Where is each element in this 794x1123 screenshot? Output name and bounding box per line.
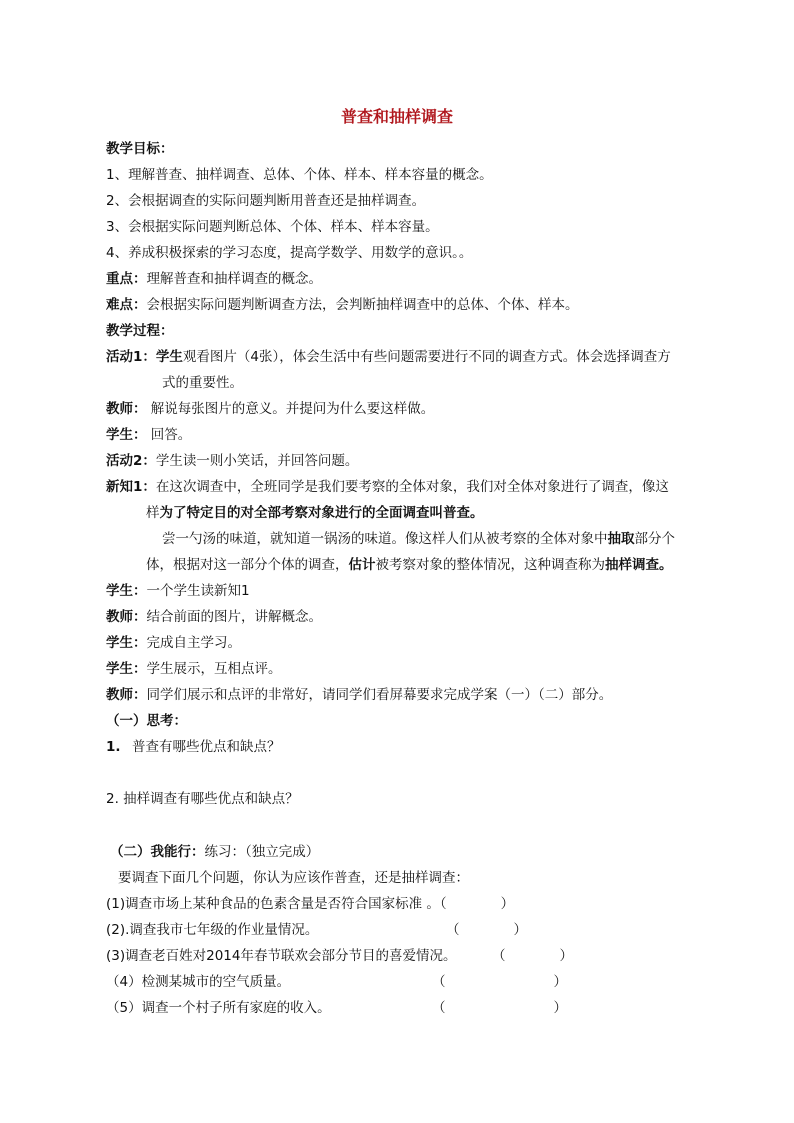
practice-item-4: [106, 973, 567, 991]
answer-blank: （ ）: [492, 948, 573, 964]
activity-2-text: 学生读一则小笑话，并回答问题。: [155, 453, 359, 469]
practice-item-text: （5）调查一个村子所有家庭的收入。: [106, 1000, 331, 1016]
difficulty-label: 难点：: [106, 297, 147, 313]
student-label: 学生：: [106, 427, 147, 443]
student-label: 学生：: [106, 635, 147, 651]
teacher-line-1: [106, 400, 434, 418]
practice-item-text: (2).调查我市七年级的作业量情况。: [106, 922, 319, 938]
practice-heading-rest: 练习：（独立完成）: [204, 844, 320, 860]
practice-item-text: （4）检测某城市的空气质量。: [106, 974, 291, 990]
objective-item-3: 3、会根据实际问题判断总体、个体、样本、样本容量。: [106, 219, 439, 235]
teacher-label: 教师：: [106, 401, 147, 417]
new-knowledge-1: [106, 478, 669, 496]
sampling-text-a: 尝一勺汤的味道，就知道一锅汤的味道。像这样人们从被考察的全体对象中: [162, 531, 608, 547]
practice-item-2: [106, 921, 527, 939]
student-text: 完成自主学习。: [146, 635, 241, 651]
student-text: 回答。: [146, 427, 192, 443]
answer-blank: （ ）: [446, 922, 527, 938]
new-knowledge-label: 新知1：: [106, 479, 156, 495]
student-label: 学生：: [106, 583, 147, 599]
practice-item-text: (3)调查老百姓对2014年春节联欢会部分节目的喜爱情况。: [106, 948, 457, 964]
objectives-heading: 教学目标：: [106, 141, 174, 157]
definition-lead: 样: [146, 505, 160, 521]
question-text: 普查有哪些优点和缺点？: [132, 739, 281, 755]
practice-item-5: [106, 999, 567, 1017]
sampling-paragraph-line-2: [146, 556, 673, 574]
think-question-2: 2. 抽样调查有哪些优点和缺点？: [106, 791, 299, 807]
sampling-text-e: 被考察对象的整体情况，这种调查称为: [375, 557, 605, 573]
think-question-1: [106, 738, 281, 756]
answer-blank: （ ）: [432, 974, 567, 990]
sampling-keyword-estimate: 估计: [348, 557, 376, 573]
student-line-1: [106, 426, 191, 444]
teacher-label: 教师：: [106, 687, 147, 703]
sampling-keyword-extract: 抽取: [607, 531, 635, 547]
practice-item-3: [106, 947, 573, 965]
teacher-line-2: [106, 608, 322, 626]
objective-item-4: 4、养成积极探索的学习态度，提高学数学、用数学的意识。。: [106, 245, 473, 261]
student-text: 一个学生读新知1: [146, 583, 250, 599]
teacher-label: 教师：: [106, 609, 147, 625]
difficulty-text: 会根据实际问题判断调查方法，会判断抽样调查中的总体、个体、样本。: [146, 297, 579, 313]
census-definition: 为了特定目的对全部考察对象进行的全面调查叫普查。: [159, 505, 484, 521]
student-text: 学生展示，互相点评。: [146, 661, 282, 677]
teacher-text: 同学们展示和点评的非常好，请同学们看屏幕要求完成学案（一）（二）部分。: [146, 687, 613, 703]
activity-1-text: 观看图片（4张），体会生活中有些问题需要进行不同的调查方式。体会选择调查方: [182, 349, 671, 365]
key-point-label: 重点：: [106, 271, 147, 287]
objective-item-1: 1、理解普查、抽样调查、总体、个体、样本、样本容量的概念。: [106, 167, 493, 183]
objective-item-2: 2、会根据调查的实际问题判断用普查还是抽样调查。: [106, 193, 426, 209]
practice-heading-bold: （二）我能行：: [110, 844, 205, 860]
activity-1-label: 活动1：: [106, 349, 156, 365]
teacher-text: 结合前面的图片，讲解概念。: [146, 609, 322, 625]
activity-2-label: 活动2：: [106, 453, 156, 469]
activity-2: [106, 452, 358, 470]
answer-blank: （ ）: [432, 1000, 567, 1016]
practice-item-1: [106, 895, 514, 913]
process-heading: 教学过程：: [106, 323, 174, 339]
practice-heading: [110, 843, 319, 861]
practice-item-text: (1)调查市场上某种食品的色素含量是否符合国家标准 。: [106, 896, 440, 912]
new-knowledge-text: 在这次调查中，全班同学是我们要考察的全体对象，我们对全体对象进行了调查，像这: [155, 479, 669, 495]
new-knowledge-definition: [146, 504, 484, 522]
practice-intro: 要调查下面几个问题，你认为应该作普查，还是抽样调查：: [118, 870, 469, 886]
key-point: [106, 270, 322, 288]
sampling-paragraph-line-1: [162, 530, 675, 548]
student-line-3: [106, 634, 241, 652]
activity-1-role: 学生: [155, 349, 183, 365]
difficulty: [106, 296, 579, 314]
student-label: 学生：: [106, 661, 147, 677]
teacher-text: 解说每张图片的意义。并提问为什么要这样做。: [146, 401, 435, 417]
student-line-2: [106, 582, 250, 600]
student-line-4: [106, 660, 282, 678]
sampling-survey-term: 抽样调查。: [605, 557, 673, 573]
teacher-line-3: [106, 686, 612, 704]
activity-1-continued: 式的重要性。: [162, 375, 243, 391]
key-point-text: 理解普查和抽样调查的概念。: [146, 271, 322, 287]
question-number: 1.: [106, 739, 121, 755]
think-heading: （一）思考：: [106, 713, 187, 729]
sampling-text-d: 体，根据对这一部分个体的调查，: [146, 557, 349, 573]
activity-1: [106, 348, 671, 366]
sampling-text-c: 部分个: [634, 531, 675, 547]
answer-blank: （ ）: [439, 896, 515, 912]
page-title: 普查和抽样调查: [340, 107, 453, 126]
